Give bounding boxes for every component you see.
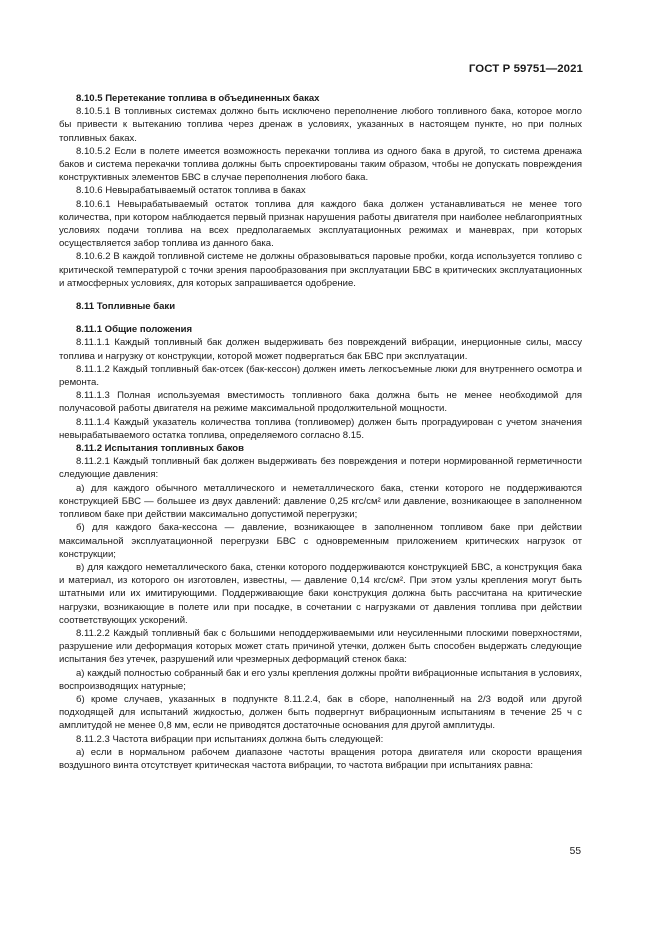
paragraph: 8.11.2.2 Каждый топливный бак с большими неподдерживаемыми или неусиленными плоскими поверхностями, разрушение или деформация которых может стать причиной утечки, должен быть способен выдержать следующие испытания без утечек, разрушений или чрезмерных деформаций стенок бака: <box>59 627 582 666</box>
paragraph: 8.11.1.2 Каждый топливный бак-отсек (бак-кессон) должен иметь легкосъемные люки для внутреннего осмотра и ремонта. <box>59 363 582 389</box>
paragraph: а) каждый полностью собранный бак и его узлы крепления должны пройти вибрационные испытания в условиях, воспроизводящих натурные; <box>59 667 582 692</box>
document-standard-header: ГОСТ Р 59751—2021 <box>468 63 583 75</box>
paragraph-gap <box>59 290 582 300</box>
paragraph: 8.11.1.4 Каждый указатель количества топлива (топливомер) должен быть проградуирован с учетом значения невырабатываемого остатка топлива, определяемого согласно 8.15. <box>59 416 582 441</box>
paragraph: 8.11.1.3 Полная используемая вместимость топливного бака должна быть не менее необходимой для получасовой работы двигателя на режиме максимальной продолжительной мощности. <box>59 390 582 415</box>
section-heading: 8.11.2 Испытания топливных баков <box>76 443 244 455</box>
paragraph-gap <box>59 313 582 323</box>
paragraph: 8.10.6.2 В каждой топливной системе не должны образовываться паровые пробки, когда используется топливо с критической температурой с точки зрения парообразования при эксплуатации БВС в критических эксплуатационных и атмосферных условиях, для которых запрашивается одобрение. <box>59 251 582 289</box>
section-heading: 8.11.1 Общие положения <box>76 324 193 336</box>
paragraph: а) для каждого обычного металлического и неметаллического бака, стенки которого не поддерживаются конструкцией БВС — большее из двух давлений: давление 0,25 кгс/см² или давление, возникающее в заполненном топливом баке при действии максимально допустимой перегрузки; <box>59 482 582 521</box>
page-number: 55 <box>569 846 581 857</box>
paragraph: а) если в нормальном рабочем диапазоне частоты вращения ротора двигателя или скорости вращения воздушного винта отсутствует критическая частота вибрации, то частота вибрации при испытаниях равна: <box>59 746 582 771</box>
paragraph: 8.11.1.1 Каждый топливный бак должен выдерживать без повреждений вибрации, инерционные силы, массу топлива и нагрузку от конструкции, которой может подвергаться бак БВС при эксплуатации. <box>59 337 582 362</box>
paragraph: 8.10.6.1 Невырабатываемый остаток топлива для каждого бака должен устанавливаться не менее того количества, при котором наблюдается первый признак нарушения работы двигателя при наиболее неблагоприятных условиях подачи топлива на всех предполагаемых эксплуатационных режимах и маневрах, при которых осуществляется забор топлива из данного бака. <box>59 198 582 250</box>
paragraph: 8.10.6 Невырабатываемый остаток топлива в баках <box>76 185 306 197</box>
section-heading: 8.10.5 Перетекание топлива в объединенных баках <box>76 93 320 104</box>
section-heading: 8.11 Топливные баки <box>76 301 176 313</box>
paragraph: 8.11.2.3 Частота вибрации при испытаниях должна быть следующей: <box>76 733 384 745</box>
document-body <box>59 92 582 772</box>
paragraph: б) для каждого бака-кессона — давление, возникающее в заполненном топливом баке при действии максимальной эксплуатационной перегрузки БВС с одновременным приложением критических нагрузок от конструкции; <box>59 522 582 560</box>
paragraph: 8.10.5.2 Если в полете имеется возможность перекачки топлива из одного бака в другой, то система дренажа баков и система перекачки топлива должны быть спроектированы таким образом, чтобы не допускать повреждения конструктивных элементов БВС в случае переполнения любого бака. <box>59 145 582 184</box>
paragraph: 8.10.5.1 В топливных системах должно быть исключено переполнение любого топливного бака, которое могло бы привести к вытеканию топлива через дренаж в условиях, указанных в настоящем пункте, но при полных топливных баках. <box>59 106 582 144</box>
paragraph: в) для каждого неметаллического бака, стенки которого поддерживаются конструкцией БВС, а конструкция бака и материал, из которого он изготовлен, известны, — давление 0,14 кгс/см². При этом узлы крепления могут быть штатными или их имитирующими. Поддерживающие баки конструкция должна быть рассчитана на критические нагрузки, возникающие в полете или при посадке, в сочетании с нагрузками от давления топлива при действии соответствующих ускорений. <box>59 561 582 626</box>
paragraph: б) кроме случаев, указанных в подпункте 8.11.2.4, бак в сборе, наполненный на 2/3 водой или другой подходящей для испытаний жидкостью, должен быть подвергнут вибрационным испытаниям в течение 25 ч с амплитудой не менее 0,8 мм, если не приводятся достаточные основания для другой амплитуды. <box>59 693 582 732</box>
paragraph: 8.11.2.1 Каждый топливный бак должен выдерживать без повреждения и потери нормированной герметичности следующие давления: <box>59 456 582 481</box>
